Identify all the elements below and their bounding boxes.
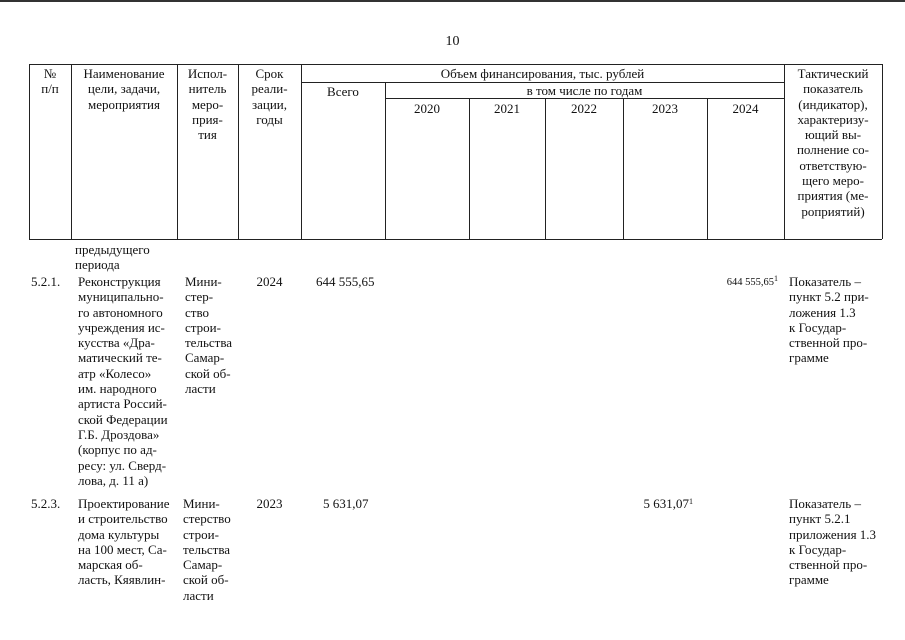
grid-vline: [545, 98, 546, 239]
row-executor: Мини- стер- ство строи- тельства Самар- ской об- ласти: [185, 274, 233, 397]
header-years-group: в том числе по годам: [526, 83, 643, 98]
grid-vline: [882, 64, 883, 239]
footnote-mark: 1: [774, 274, 778, 283]
footnote-mark: 1: [689, 497, 693, 506]
header-col-term: Срок реали- зации, годы: [251, 66, 288, 127]
row-name: Реконструкция муниципально- го автономного учреждения ис- кусства «Дра- матический те- атр «Колесо» им. народного артиста Россий- ской Федерации Г.Б. Дроздова» (корпус по ад- ресу: ул. Сверд- лова, д. 11 а): [78, 274, 168, 488]
header-bottom-line: [29, 239, 882, 240]
row-indicator: Показатель – пункт 5.2 при- ложения 1.3 к Государ- ственной про- грамме: [789, 274, 869, 366]
header-year: 2022: [571, 101, 597, 116]
header-col-executor: Испол- нитель меро- прия- тия: [187, 66, 228, 143]
header-year: 2020: [414, 101, 440, 116]
row-term: 2024: [256, 274, 283, 289]
header-col-indicator: Тактический показатель (индикатор), характеризу- ющий вы- полнение со- ответствую- щего меро- приятия (ме- роприятий): [796, 66, 870, 219]
row-executor: Мини- стерство строи- тельства Самар- ской об- ласти: [183, 496, 231, 603]
row-total: 644 555,65: [316, 274, 375, 289]
header-year: 2021: [494, 101, 520, 116]
grid-vline: [623, 98, 624, 239]
row-total: 5 631,07: [323, 496, 369, 511]
grid-vline: [707, 98, 708, 239]
header-top-line: [29, 64, 882, 65]
row-term: 2023: [256, 496, 283, 511]
header-year: 2024: [732, 101, 759, 116]
row-number: 5.2.3.: [31, 496, 61, 511]
header-col-finance: Объем финансирования, тыс. рублей: [440, 66, 645, 81]
header-year: 2023: [652, 101, 678, 116]
header-col-name: Наименование цели, задачи, мероприятия: [83, 66, 165, 112]
header-col-number: № п/п: [41, 66, 59, 97]
row-indicator: Показатель – пункт 5.2.1 приложения 1.3 к Государ- ственной про- грамме: [789, 496, 877, 588]
row-number: 5.2.1.: [31, 274, 61, 289]
row-year-value-2023: 5 631,07$^1$: [643, 496, 693, 511]
scan-top-border: [0, 0, 905, 2]
row-year-value-2024: 644 555,65$^1$: [726, 274, 778, 288]
header-col-total: Всего: [327, 84, 359, 99]
page-number: 10: [445, 34, 460, 49]
row-name: Проектирование и строительство дома культуры на 100 мест, Са- марская об- ласть, Кяявлин-: [78, 496, 170, 588]
grid-vline: [469, 98, 470, 239]
continuation-text: предыдущего периода: [75, 242, 150, 273]
